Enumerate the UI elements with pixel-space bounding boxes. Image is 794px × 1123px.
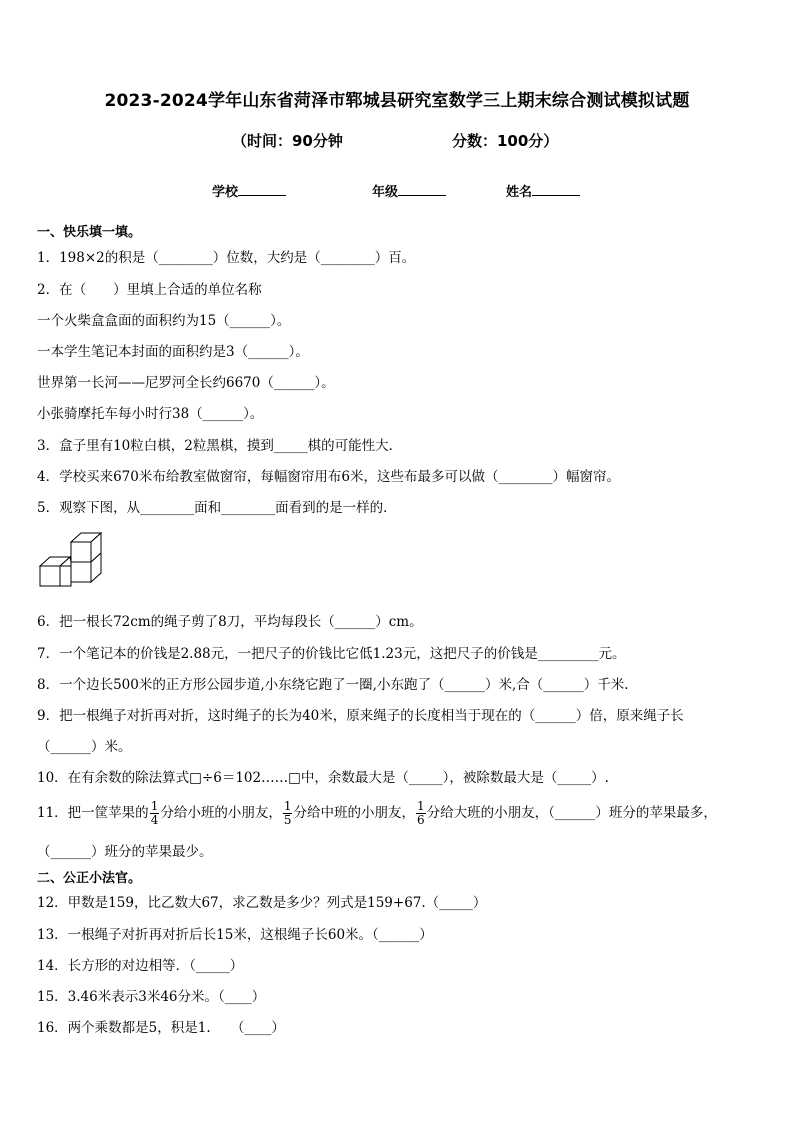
grade-field: [372, 181, 446, 200]
exam-time: （时间：90分钟: [232, 132, 343, 150]
fraction-denominator: 5: [283, 813, 292, 827]
question-2: 2．在（ ）里填上合适的单位名称: [37, 282, 262, 298]
question-1: 1．198×2的积是（________）位数，大约是（________）百。: [37, 250, 416, 266]
fraction-denominator: 6: [416, 813, 425, 827]
grade-blank[interactable]: [398, 182, 446, 196]
page-title: 2023-2024学年山东省菏泽市郓城县研究室数学三上期末综合测试模拟试题: [104, 91, 690, 111]
question-13: 13．一根绳子对折再对折后长15米，这根绳子长60米。（______）: [37, 927, 433, 943]
grade-label: 年级: [372, 185, 399, 200]
cube-stack-figure: [37, 530, 107, 598]
question-14: 14．长方形的对边相等．（_____）: [37, 958, 244, 974]
name-field: [506, 181, 580, 200]
exam-score: 分数：100分）: [452, 132, 559, 150]
question-16: 16．两个乘数都是5，积是1. （____）: [37, 1020, 285, 1036]
school-label: 学校: [212, 185, 239, 200]
question-12: 12．甲数是159，比乙数大67，求乙数是多少？列式是159+67.（_____）: [37, 895, 487, 911]
section-2-heading: 二、公正小法官。: [37, 871, 142, 886]
fraction-one-quarter: [150, 800, 160, 827]
question-9: 9．把一根绳子对折再对折，这时绳子的长为40米，原来绳子的长度相当于现在的（______）倍，原来绳子长: [37, 708, 684, 724]
question-3: 3．盒子里有10粒白棋，2粒黑棋，摸到_____棋的可能性大．: [37, 438, 403, 454]
question-7: 7．一个笔记本的价钱是2.88元，一把尺子的价钱比它低1.23元，这把尺子的价钱是_________元。: [37, 646, 626, 662]
question-15: 15．3.46米表示3米46分米。（____）: [37, 989, 266, 1005]
fraction-one-sixth: [416, 800, 426, 827]
q11-text-1: 11．把一筐苹果的: [37, 805, 149, 821]
fraction-denominator: 4: [150, 813, 159, 827]
question-2d: 小张骑摩托车每小时行38（______）。: [37, 406, 264, 422]
q11-text-2: 分给小班的小朋友，: [160, 805, 282, 821]
question-2c: 世界第一长河——尼罗河全长约6670（______）。: [37, 375, 335, 391]
q11-text-3: 分给中班的小朋友，: [293, 805, 415, 821]
question-11: [37, 800, 717, 827]
fraction-numerator: 1: [416, 799, 425, 813]
question-6: 6．把一根长72cm的绳子剪了8刀，平均每段长（______）cm。: [37, 614, 423, 630]
question-4: 4．学校买来670米布给教室做窗帘，每幅窗帘用布6米，这些布最多可以做（________）幅窗帘。: [37, 469, 620, 485]
question-2a: 一个火柴盒盒面的面积约为15（______）。: [37, 313, 291, 329]
question-2b: 一本学生笔记本封面的面积约是3（______）。: [37, 344, 309, 360]
school-field: [212, 181, 286, 200]
school-blank[interactable]: [238, 182, 286, 196]
question-9-continued: （______）米。: [37, 739, 132, 755]
section-1-heading: 一、快乐填一填。: [37, 225, 142, 240]
question-11-continued: （______）班分的苹果最少。: [37, 844, 213, 860]
fraction-numerator: 1: [283, 799, 292, 813]
question-10: 10．在有余数的除法算式□÷6＝102……□中，余数最大是（_____），被除数最大是（_____）.: [37, 770, 609, 786]
question-5: 5．观察下图，从________面和________面看到的是一样的．: [37, 500, 397, 516]
name-blank[interactable]: [532, 182, 580, 196]
q11-text-4: 分给大班的小朋友，（______）班分的苹果最多，: [426, 805, 717, 821]
question-8: 8．一个边长500米的正方形公园步道,小东绕它跑了一圈,小东跑了（______）米,合（______）千米.: [37, 677, 629, 693]
fraction-numerator: 1: [150, 799, 159, 813]
name-label: 姓名: [506, 185, 533, 200]
fraction-one-fifth: [283, 800, 293, 827]
